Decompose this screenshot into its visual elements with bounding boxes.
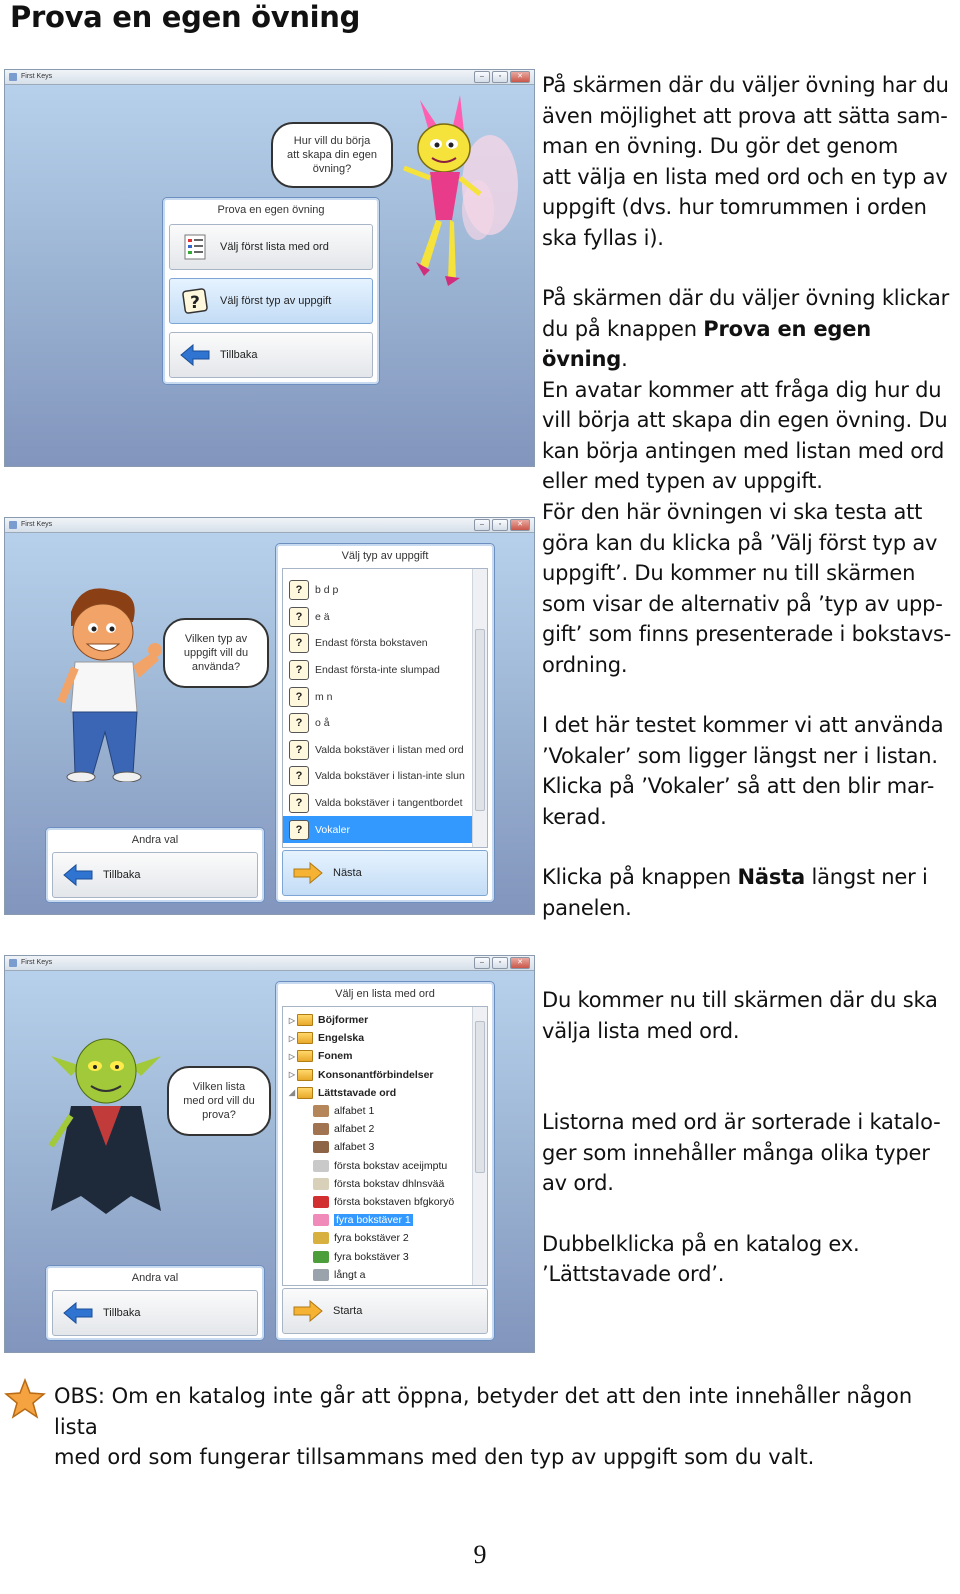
text-line: På skärmen där du väljer övning har du bbox=[542, 73, 949, 97]
close-button[interactable]: ✕ bbox=[510, 519, 530, 531]
list-item[interactable] bbox=[283, 683, 473, 710]
arrow-left-icon bbox=[61, 858, 95, 892]
question-icon: ? bbox=[289, 820, 309, 840]
text-line: ska fyllas i). bbox=[542, 225, 664, 250]
question-icon: ? bbox=[289, 793, 309, 813]
window-controls bbox=[474, 71, 530, 83]
text-line: uppgift (dvs. hur tomrummen i orden bbox=[542, 195, 927, 219]
list-item-label: Valda bokstäver i listan med ord bbox=[315, 743, 464, 756]
speech-bubble bbox=[271, 122, 393, 188]
text-line: Listorna med ord är sorterade i katalo- bbox=[542, 1110, 941, 1134]
andra-val-panel bbox=[45, 1265, 265, 1341]
starta-label: Starta bbox=[333, 1305, 363, 1317]
scrollbar[interactable] bbox=[472, 569, 487, 847]
screenshot-valj-typ bbox=[4, 517, 535, 915]
text-line: gift’ som finns presenterade i bokstavs- bbox=[542, 622, 952, 646]
paragraph bbox=[542, 985, 940, 1046]
question-icon bbox=[178, 284, 212, 318]
list-item-label: m n bbox=[315, 690, 333, 703]
window-controls bbox=[474, 519, 530, 531]
button-name-bold: Prova en egen övning bbox=[542, 316, 872, 371]
window-controls bbox=[474, 957, 530, 969]
valj-typ-panel bbox=[275, 543, 495, 903]
question-icon: ? bbox=[289, 580, 309, 600]
text-line: ’Vokaler’ som ligger längst ner i listan. bbox=[542, 743, 938, 768]
instruction-text-2 bbox=[542, 497, 951, 923]
list-item-label: Valda bokstäver i tangentbordet bbox=[315, 797, 463, 810]
expand-arrow-icon[interactable]: ▷ bbox=[288, 1051, 296, 1061]
tree-list-item[interactable] bbox=[287, 1247, 473, 1265]
word-list-icon bbox=[313, 1251, 329, 1263]
folder-icon bbox=[297, 1014, 313, 1026]
page-title: Prova en egen övning bbox=[10, 0, 361, 34]
app-icon bbox=[9, 959, 17, 967]
folder-label: Engelska bbox=[318, 1032, 365, 1045]
word-list-icon bbox=[313, 1232, 329, 1244]
question-icon: ? bbox=[289, 660, 309, 680]
word-list-icon bbox=[313, 1196, 329, 1208]
list-item-label: alfabet 2 bbox=[334, 1123, 375, 1136]
list-item[interactable] bbox=[283, 710, 473, 737]
list-item-label: första bokstav aceijmptu bbox=[334, 1159, 448, 1172]
folder-label: Konsonantförbindelser bbox=[318, 1068, 434, 1081]
tillbaka-label: Tillbaka bbox=[103, 1307, 141, 1319]
panel-title: Välj en lista med ord bbox=[335, 988, 435, 1000]
list-item-label: Endast första-inte slumpad bbox=[315, 664, 440, 677]
text-line: göra kan du klicka på ’Välj först typ av bbox=[542, 530, 938, 555]
question-icon: ? bbox=[289, 607, 309, 627]
list-item[interactable] bbox=[283, 577, 473, 604]
paragraph bbox=[542, 862, 951, 923]
arrow-right-icon bbox=[291, 1294, 325, 1328]
speech-bubble bbox=[163, 618, 269, 688]
star-icon bbox=[4, 1378, 46, 1420]
list-item-label: Vokaler bbox=[315, 823, 351, 836]
page-number: 9 bbox=[473, 1540, 487, 1569]
text-line: du på knappen bbox=[542, 316, 704, 341]
speech-bubble-text: Vilken typ av uppgift vill du använda? bbox=[183, 633, 249, 673]
fairy-avatar-icon bbox=[390, 90, 530, 290]
word-list-icon bbox=[313, 1123, 329, 1135]
tree-list-item[interactable] bbox=[287, 1138, 473, 1156]
text-line: ordning. bbox=[542, 652, 628, 677]
list-item-label: fyra bokstäver 2 bbox=[334, 1232, 409, 1245]
prova-egen-ovning-panel bbox=[162, 197, 380, 385]
text-line: På skärmen där du väljer övning klickar bbox=[542, 286, 950, 310]
instruction-text-3 bbox=[542, 985, 940, 1290]
valj-lista-label: Välj först lista med ord bbox=[220, 241, 329, 253]
tree-folder[interactable] bbox=[287, 1029, 473, 1047]
panel-title: Prova en egen övning bbox=[217, 204, 325, 216]
folder-icon bbox=[297, 1032, 313, 1044]
text-line: Klicka på ’Vokaler’ så att den blir mar- bbox=[542, 774, 935, 798]
speech-bubble bbox=[167, 1066, 271, 1136]
minimize-button[interactable]: – bbox=[474, 71, 490, 83]
boy-avatar-icon bbox=[41, 582, 171, 782]
app-icon bbox=[9, 521, 17, 529]
text-line: . bbox=[621, 347, 628, 371]
paragraph bbox=[542, 710, 951, 832]
tree-folder[interactable] bbox=[287, 1066, 473, 1084]
list-item-label: o å bbox=[315, 717, 330, 730]
word-list-icon bbox=[313, 1178, 329, 1190]
list-item-label: långt a bbox=[334, 1268, 366, 1281]
tillbaka-button[interactable] bbox=[169, 332, 373, 378]
panel-title: Välj typ av uppgift bbox=[341, 550, 429, 562]
question-icon: ? bbox=[289, 766, 309, 786]
text-line: kerad. bbox=[542, 804, 607, 829]
word-list-icon bbox=[313, 1269, 329, 1281]
obs-note bbox=[54, 1381, 944, 1473]
text-line: Klicka på knappen bbox=[542, 865, 738, 889]
expand-arrow-icon[interactable]: ▷ bbox=[288, 1015, 296, 1025]
folder-label: Fonem bbox=[318, 1050, 353, 1063]
andra-val-panel bbox=[45, 827, 265, 903]
text-line: vill börja att skapa din egen övning. Du bbox=[542, 408, 948, 432]
panel-title: Andra val bbox=[131, 834, 179, 846]
tree-list-item[interactable] bbox=[287, 1193, 473, 1211]
text-line: av ord. bbox=[542, 1171, 614, 1195]
folder-icon bbox=[297, 1050, 313, 1062]
list-item-label: fyra bokstäver 1 bbox=[336, 1214, 411, 1227]
text-line: För den här övningen vi ska testa att bbox=[542, 500, 923, 524]
text-line: Du kommer nu till skärmen där du ska bbox=[542, 988, 938, 1012]
text-line: längst ner i bbox=[804, 865, 928, 889]
text-line: man en övning. Du gör det genom bbox=[542, 134, 899, 158]
button-name-bold: Nästa bbox=[737, 865, 805, 889]
text-line: att välja en lista med ord och en typ av bbox=[542, 164, 948, 189]
tree-list-item[interactable] bbox=[287, 1175, 473, 1193]
close-button[interactable]: ✕ bbox=[510, 957, 530, 969]
valj-lista-button[interactable] bbox=[169, 224, 373, 270]
text-line: uppgift’. Du kommer nu till skärmen bbox=[542, 561, 916, 585]
word-list-icon bbox=[313, 1160, 329, 1172]
text-line: OBS: Om en katalog inte går att öppna, betyder det att den inte innehåller någon lista bbox=[54, 1384, 913, 1439]
list-item[interactable] bbox=[283, 737, 473, 764]
tree-list-item[interactable] bbox=[287, 1120, 473, 1138]
valj-typ-label: Välj först typ av uppgift bbox=[220, 295, 332, 307]
list-item-label: fyra bokstäver 3 bbox=[334, 1250, 409, 1263]
tree-folder[interactable] bbox=[287, 1047, 473, 1065]
expand-arrow-icon[interactable]: ▷ bbox=[288, 1033, 296, 1043]
scrollbar-thumb[interactable] bbox=[475, 1021, 485, 1173]
screenshot-prova-egen-ovning bbox=[4, 69, 535, 467]
list-item-label: e ä bbox=[315, 610, 330, 623]
list-item-label: Endast första bokstaven bbox=[315, 637, 428, 650]
tillbaka-label: Tillbaka bbox=[220, 349, 258, 361]
window-titlebar bbox=[5, 518, 534, 533]
maximize-button[interactable]: ▫ bbox=[492, 71, 508, 83]
panel-title: Andra val bbox=[131, 1272, 179, 1284]
minimize-button[interactable]: – bbox=[474, 519, 490, 531]
arrow-right-icon bbox=[291, 856, 325, 890]
text-line: som visar de alternativ på ’typ av upp- bbox=[542, 591, 943, 616]
tree-list-item[interactable] bbox=[287, 1102, 473, 1120]
question-icon: ? bbox=[289, 713, 309, 733]
tree-folder[interactable] bbox=[287, 1011, 473, 1029]
close-button[interactable]: ✕ bbox=[510, 71, 530, 83]
folder-open-icon bbox=[297, 1087, 313, 1099]
list-item[interactable] bbox=[283, 763, 473, 790]
window-title: First Keys bbox=[21, 959, 53, 966]
list-item-label: alfabet 1 bbox=[334, 1105, 375, 1118]
tillbaka-button[interactable] bbox=[52, 852, 258, 898]
text-line: I det här testet kommer vi att använda bbox=[542, 713, 944, 737]
list-item[interactable] bbox=[283, 657, 473, 684]
scrollbar-thumb[interactable] bbox=[475, 629, 485, 811]
window-titlebar bbox=[5, 70, 534, 85]
text-line: med ord som fungerar tillsammans med den typ av uppgift som du valt. bbox=[54, 1445, 815, 1469]
word-list-icon bbox=[178, 230, 212, 264]
nasta-label: Nästa bbox=[333, 867, 362, 879]
screenshot-valj-lista bbox=[4, 955, 535, 1353]
text-line: även möjlighet att prova att sätta sam- bbox=[542, 103, 948, 128]
paragraph bbox=[542, 497, 951, 680]
text-line: kan börja antingen med listan med ord bbox=[542, 438, 945, 463]
window-title: First Keys bbox=[21, 73, 53, 80]
folder-label: Böjformer bbox=[318, 1014, 369, 1027]
text-line: välja lista med ord. bbox=[542, 1018, 740, 1043]
folder-label: Lättstavade ord bbox=[318, 1086, 397, 1099]
text-line: ger som innehåller många olika typer bbox=[542, 1140, 930, 1165]
question-icon: ? bbox=[289, 740, 309, 760]
list-item[interactable] bbox=[283, 604, 473, 631]
tree-list-item[interactable] bbox=[287, 1157, 473, 1175]
word-list-icon bbox=[313, 1141, 329, 1153]
scrollbar[interactable] bbox=[472, 1007, 487, 1285]
app-icon bbox=[9, 73, 17, 81]
list-item-label: alfabet 3 bbox=[334, 1141, 375, 1154]
svg-text:?: ? bbox=[190, 293, 200, 313]
collapse-arrow-icon[interactable]: ◢ bbox=[288, 1088, 296, 1098]
tillbaka-label: Tillbaka bbox=[103, 869, 141, 881]
tree-list-item[interactable] bbox=[287, 1266, 473, 1284]
maximize-button[interactable]: ▫ bbox=[492, 519, 508, 531]
arrow-left-icon bbox=[61, 1296, 95, 1330]
text-line: ’Lättstavade ord’. bbox=[542, 1262, 725, 1286]
list-item[interactable] bbox=[283, 630, 473, 657]
window-title: First Keys bbox=[21, 521, 53, 528]
question-icon: ? bbox=[289, 687, 309, 707]
speech-bubble-text: Hur vill du börja att skapa din egen övning? bbox=[287, 135, 377, 175]
arrow-left-icon bbox=[178, 338, 212, 372]
speech-bubble-text: Vilken lista med ord vill du prova? bbox=[183, 1081, 255, 1121]
maximize-button[interactable]: ▫ bbox=[492, 957, 508, 969]
tree-list-item-selected[interactable] bbox=[287, 1211, 473, 1229]
list-item-label: Valda bokstäver i listan-inte slun bbox=[315, 770, 465, 783]
tillbaka-button[interactable] bbox=[52, 1290, 258, 1336]
word-list-icon bbox=[313, 1214, 329, 1226]
paragraph bbox=[542, 1107, 940, 1199]
tree-list-item[interactable] bbox=[287, 1229, 473, 1247]
list-item-label: första bokstav dhlnsvää bbox=[334, 1177, 445, 1190]
expand-arrow-icon[interactable]: ▷ bbox=[288, 1070, 296, 1080]
list-item-selected[interactable] bbox=[283, 816, 473, 843]
paragraph bbox=[542, 283, 960, 497]
ordlistor-tree[interactable] bbox=[282, 1006, 488, 1286]
word-list-icon bbox=[313, 1105, 329, 1117]
paragraph bbox=[542, 1229, 940, 1290]
starta-button[interactable] bbox=[282, 1288, 488, 1334]
text-line: panelen. bbox=[542, 895, 632, 920]
window-titlebar bbox=[5, 956, 534, 971]
valj-lista-panel bbox=[275, 981, 495, 1341]
list-item-label: b d p bbox=[315, 584, 339, 597]
folder-icon bbox=[297, 1069, 313, 1081]
tree-folder-open[interactable] bbox=[287, 1084, 473, 1102]
question-icon: ? bbox=[289, 633, 309, 653]
valj-typ-button[interactable] bbox=[169, 278, 373, 324]
list-item[interactable] bbox=[283, 790, 473, 817]
instruction-text-1 bbox=[542, 70, 960, 497]
text-line: En avatar kommer att fråga dig hur du bbox=[542, 377, 942, 402]
list-item-label: första bokstaven bfgkoryö bbox=[334, 1195, 455, 1208]
typ-av-uppgift-list[interactable] bbox=[282, 568, 488, 848]
text-line: Dubbelklicka på en katalog ex. bbox=[542, 1231, 860, 1256]
vampire-avatar-icon bbox=[41, 1026, 171, 1216]
text-line: eller med typen av uppgift. bbox=[542, 469, 823, 493]
paragraph bbox=[542, 70, 960, 253]
nasta-button[interactable] bbox=[282, 850, 488, 896]
minimize-button[interactable]: – bbox=[474, 957, 490, 969]
